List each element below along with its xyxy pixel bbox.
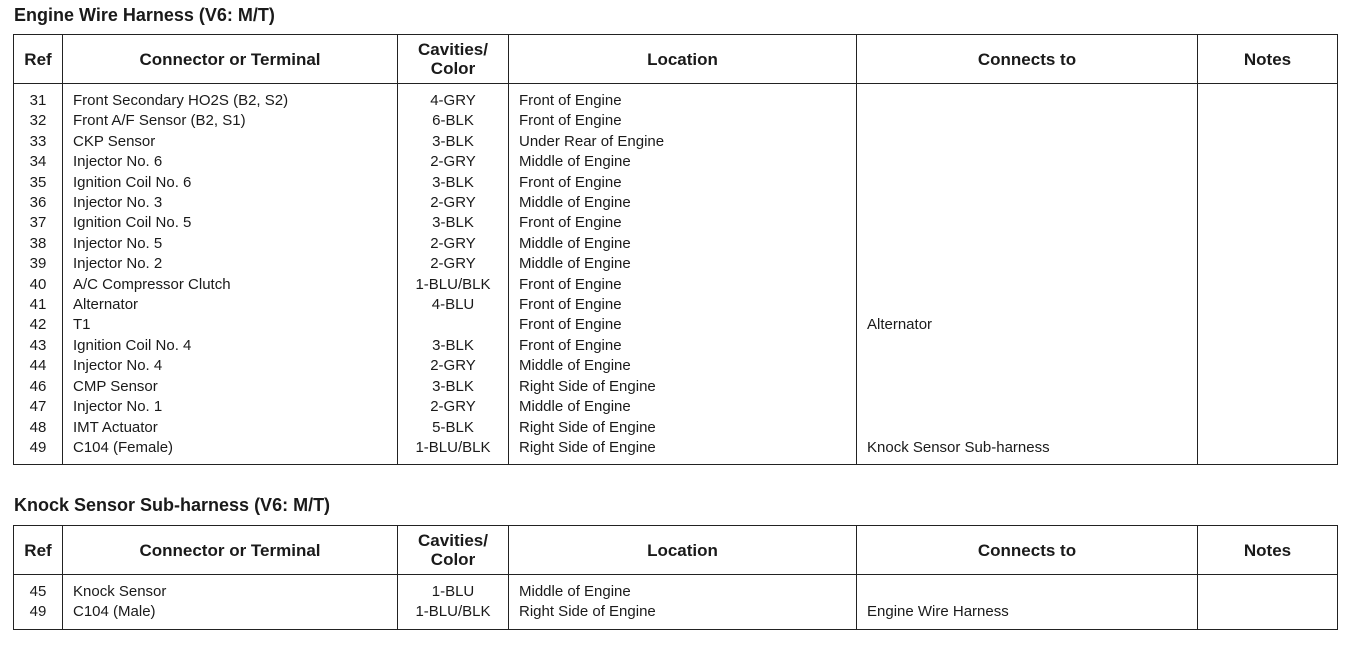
notes-cell: [1198, 418, 1338, 438]
table-row: [14, 397, 1338, 417]
cavities-header-line1: Cavities/: [418, 40, 488, 59]
notes-cell: [1198, 438, 1338, 465]
engine-harness-table: [13, 34, 1338, 465]
cavities-cell: 6-BLK: [398, 111, 509, 131]
ref-cell: 36: [14, 193, 63, 213]
notes-cell: [1198, 356, 1338, 376]
cavities-cell: 3-BLK: [398, 377, 509, 397]
notes-header: Notes: [1198, 35, 1338, 84]
cavities-cell: 2-GRY: [398, 193, 509, 213]
cavities-cell: 2-GRY: [398, 152, 509, 172]
table-row: [14, 234, 1338, 254]
ref-header: Ref: [14, 526, 63, 575]
ref-header: Ref: [14, 35, 63, 84]
connector-cell: Ignition Coil No. 5: [63, 213, 398, 233]
notes-cell: [1198, 132, 1338, 152]
connector-cell: Front A/F Sensor (B2, S1): [63, 111, 398, 131]
notes-cell: [1198, 575, 1338, 603]
knock-subharness-body: [14, 575, 1338, 630]
location-cell: Front of Engine: [509, 173, 857, 193]
ref-cell: 43: [14, 336, 63, 356]
ref-cell: 49: [14, 602, 63, 629]
cavities-header-line2: Color: [430, 59, 476, 78]
engine-harness-body: [14, 84, 1338, 465]
connects-to-cell: Knock Sensor Sub-harness: [857, 438, 1198, 465]
notes-cell: [1198, 377, 1338, 397]
table-row: [14, 111, 1338, 131]
location-cell: Under Rear of Engine: [509, 132, 857, 152]
cavities-cell: 3-BLK: [398, 336, 509, 356]
notes-header: Notes: [1198, 526, 1338, 575]
ref-cell: 33: [14, 132, 63, 152]
ref-cell: 34: [14, 152, 63, 172]
connects-to-cell: [857, 418, 1198, 438]
connector-cell: Knock Sensor: [63, 575, 398, 603]
connects-to-cell: [857, 132, 1198, 152]
cavities-cell: 3-BLK: [398, 213, 509, 233]
cavities-cell: 2-GRY: [398, 397, 509, 417]
notes-cell: [1198, 295, 1338, 315]
connects-to-header: Connects to: [857, 35, 1198, 84]
ref-cell: 41: [14, 295, 63, 315]
connects-to-cell: [857, 377, 1198, 397]
table-row: [14, 418, 1338, 438]
connector-cell: Ignition Coil No. 6: [63, 173, 398, 193]
ref-cell: 47: [14, 397, 63, 417]
notes-cell: [1198, 152, 1338, 172]
table-row: [14, 254, 1338, 274]
connector-header: Connector or Terminal: [63, 526, 398, 575]
ref-cell: 46: [14, 377, 63, 397]
connector-cell: T1: [63, 315, 398, 335]
location-cell: Middle of Engine: [509, 254, 857, 274]
location-cell: Middle of Engine: [509, 356, 857, 376]
location-cell: Front of Engine: [509, 336, 857, 356]
notes-cell: [1198, 213, 1338, 233]
connects-to-header: Connects to: [857, 526, 1198, 575]
table-header: [14, 526, 1338, 575]
location-cell: Middle of Engine: [509, 397, 857, 417]
connects-to-cell: [857, 275, 1198, 295]
notes-cell: [1198, 397, 1338, 417]
connector-cell: CKP Sensor: [63, 132, 398, 152]
connector-cell: IMT Actuator: [63, 418, 398, 438]
notes-cell: [1198, 602, 1338, 629]
connects-to-cell: [857, 234, 1198, 254]
location-cell: Right Side of Engine: [509, 602, 857, 629]
connects-to-cell: [857, 84, 1198, 112]
table-row: [14, 377, 1338, 397]
location-cell: Front of Engine: [509, 275, 857, 295]
connects-to-cell: [857, 111, 1198, 131]
location-cell: Front of Engine: [509, 315, 857, 335]
ref-cell: 39: [14, 254, 63, 274]
cavities-cell: 1-BLU/BLK: [398, 275, 509, 295]
connector-cell: Injector No. 5: [63, 234, 398, 254]
ref-cell: 37: [14, 213, 63, 233]
ref-cell: 31: [14, 84, 63, 112]
connector-cell: Injector No. 4: [63, 356, 398, 376]
connects-to-cell: [857, 356, 1198, 376]
table-row: [14, 356, 1338, 376]
cavities-cell: 1-BLU/BLK: [398, 438, 509, 465]
notes-cell: [1198, 275, 1338, 295]
table-row: [14, 295, 1338, 315]
connects-to-cell: [857, 397, 1198, 417]
table-row: [14, 213, 1338, 233]
table-header: [14, 35, 1338, 84]
connects-to-cell: [857, 336, 1198, 356]
notes-cell: [1198, 234, 1338, 254]
location-cell: Right Side of Engine: [509, 377, 857, 397]
notes-cell: [1198, 193, 1338, 213]
connector-cell: Ignition Coil No. 4: [63, 336, 398, 356]
knock-subharness-table: [13, 525, 1338, 630]
connector-cell: C104 (Male): [63, 602, 398, 629]
connector-cell: Injector No. 2: [63, 254, 398, 274]
connector-cell: A/C Compressor Clutch: [63, 275, 398, 295]
table-row: [14, 193, 1338, 213]
ref-cell: 49: [14, 438, 63, 465]
notes-cell: [1198, 111, 1338, 131]
connects-to-cell: [857, 193, 1198, 213]
cavities-cell: 1-BLU/BLK: [398, 602, 509, 629]
cavities-cell: 5-BLK: [398, 418, 509, 438]
connects-to-cell: [857, 213, 1198, 233]
connects-to-cell: Engine Wire Harness: [857, 602, 1198, 629]
connector-cell: Front Secondary HO2S (B2, S2): [63, 84, 398, 112]
connects-to-cell: [857, 152, 1198, 172]
ref-cell: 45: [14, 575, 63, 603]
connects-to-cell: [857, 295, 1198, 315]
location-cell: Middle of Engine: [509, 193, 857, 213]
cavities-header: [398, 35, 509, 84]
location-cell: Front of Engine: [509, 295, 857, 315]
connector-cell: C104 (Female): [63, 438, 398, 465]
connects-to-cell: [857, 575, 1198, 603]
knock-subharness-title: Knock Sensor Sub-harness (V6: M/T): [14, 495, 331, 515]
table-row: [14, 438, 1338, 465]
connector-cell: CMP Sensor: [63, 377, 398, 397]
table-row: [14, 602, 1338, 629]
location-cell: Right Side of Engine: [509, 438, 857, 465]
table-row: [14, 173, 1338, 193]
table-row: [14, 275, 1338, 295]
notes-cell: [1198, 173, 1338, 193]
engine-harness-title: Engine Wire Harness (V6: M/T): [14, 5, 275, 25]
cavities-cell: [398, 315, 509, 335]
location-header: Location: [509, 526, 857, 575]
notes-cell: [1198, 336, 1338, 356]
notes-cell: [1198, 84, 1338, 112]
location-header: Location: [509, 35, 857, 84]
notes-cell: [1198, 315, 1338, 335]
cavities-header-line2: Color: [430, 550, 476, 569]
ref-cell: 40: [14, 275, 63, 295]
location-cell: Front of Engine: [509, 213, 857, 233]
table-row: [14, 336, 1338, 356]
location-cell: Front of Engine: [509, 84, 857, 112]
location-cell: Front of Engine: [509, 111, 857, 131]
location-cell: Middle of Engine: [509, 575, 857, 603]
cavities-header: [398, 526, 509, 575]
ref-cell: 32: [14, 111, 63, 131]
location-cell: Middle of Engine: [509, 152, 857, 172]
connects-to-cell: [857, 254, 1198, 274]
table-row: [14, 84, 1338, 112]
ref-cell: 48: [14, 418, 63, 438]
connector-cell: Injector No. 1: [63, 397, 398, 417]
location-cell: Right Side of Engine: [509, 418, 857, 438]
table-row: [14, 575, 1338, 603]
table-row: [14, 152, 1338, 172]
connects-to-cell: Alternator: [857, 315, 1198, 335]
location-cell: Middle of Engine: [509, 234, 857, 254]
cavities-cell: 4-BLU: [398, 295, 509, 315]
ref-cell: 38: [14, 234, 63, 254]
connector-cell: Alternator: [63, 295, 398, 315]
table-row: [14, 315, 1338, 335]
cavities-header-line1: Cavities/: [418, 531, 488, 550]
cavities-cell: 2-GRY: [398, 234, 509, 254]
table-row: [14, 132, 1338, 152]
cavities-cell: 2-GRY: [398, 356, 509, 376]
ref-cell: 42: [14, 315, 63, 335]
cavities-cell: 1-BLU: [398, 575, 509, 603]
connects-to-cell: [857, 173, 1198, 193]
ref-cell: 35: [14, 173, 63, 193]
connector-cell: Injector No. 6: [63, 152, 398, 172]
cavities-cell: 2-GRY: [398, 254, 509, 274]
cavities-cell: 3-BLK: [398, 132, 509, 152]
cavities-cell: 3-BLK: [398, 173, 509, 193]
cavities-cell: 4-GRY: [398, 84, 509, 112]
connector-header: Connector or Terminal: [63, 35, 398, 84]
connector-cell: Injector No. 3: [63, 193, 398, 213]
notes-cell: [1198, 254, 1338, 274]
ref-cell: 44: [14, 356, 63, 376]
